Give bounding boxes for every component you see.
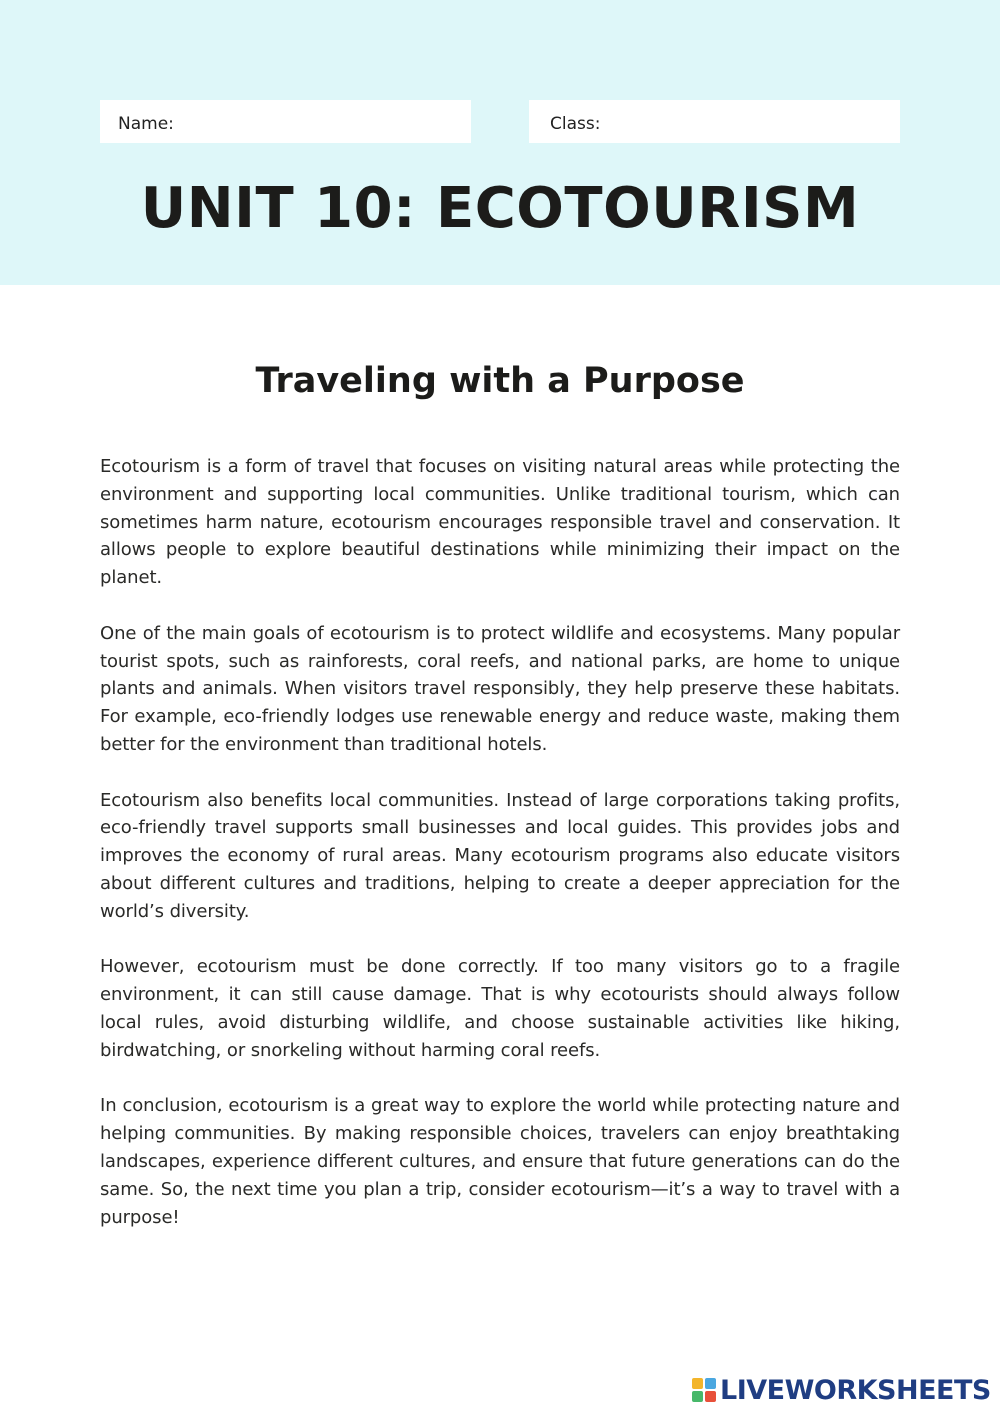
unit-title: UNIT 10: ECOTOURISM	[140, 176, 860, 241]
article-paragraph: Ecotourism is a form of travel that focuses on visiting natural areas while protecting the environment and supporting local communities. Unlike traditional tourism, which can sometimes harm nature, ecotourism encourages responsible travel and conservation. It allows people to explore beautiful destinations while minimizing their impact on the planet.	[100, 456, 900, 589]
liveworksheets-logo-icon	[692, 1378, 716, 1402]
class-label: Class:	[550, 114, 601, 134]
article-paragraph: One of the main goals of ecotourism is to protect wildlife and ecosystems. Many popular tourist spots, such as rainforests, coral reefs, and national parks, are home to unique plants and animals. When visitors travel responsibly, they help preserve these habitats. For example, eco-friendly lodges use renewable energy and reduce waste, making them better for the environment than traditional hotels.	[100, 622, 900, 755]
article-paragraph: Ecotourism also benefits local communities. Instead of large corporations taking profits, eco-friendly travel supports small businesses and local guides. This provides jobs and improves the economy of rural areas. Many ecotourism programs also educate visitors about different cultures and traditions, helping to create a deeper appreciation for the world’s diversity.	[100, 789, 900, 922]
article-paragraph: However, ecotourism must be done correctly. If too many visitors go to a fragile environment, it can still cause damage. That is why ecotourists should always follow local rules, avoid disturbing wildlife, and choose sustainable activities like hiking, birdwatching, or snorkeling without harming coral reefs.	[100, 956, 900, 1061]
liveworksheets-brand[interactable]	[692, 1373, 991, 1407]
name-field[interactable]	[100, 100, 471, 143]
article-paragraph: In conclusion, ecotourism is a great way to explore the world while protecting nature and helping communities. By making responsible choices, travelers can enjoy breathtaking landscapes, experience different cultures, and ensure that future generations can do the same. So, the next time you plan a trip, consider ecotourism—it’s a way to travel with a purpose!	[100, 1095, 900, 1228]
article-title: Traveling with a Purpose	[255, 361, 745, 401]
brand-text: LIVEWORKSHEETS	[720, 1374, 991, 1406]
class-field[interactable]	[529, 100, 900, 143]
header-band	[0, 0, 1000, 285]
name-label: Name:	[118, 114, 174, 134]
article-body	[100, 453, 900, 1259]
